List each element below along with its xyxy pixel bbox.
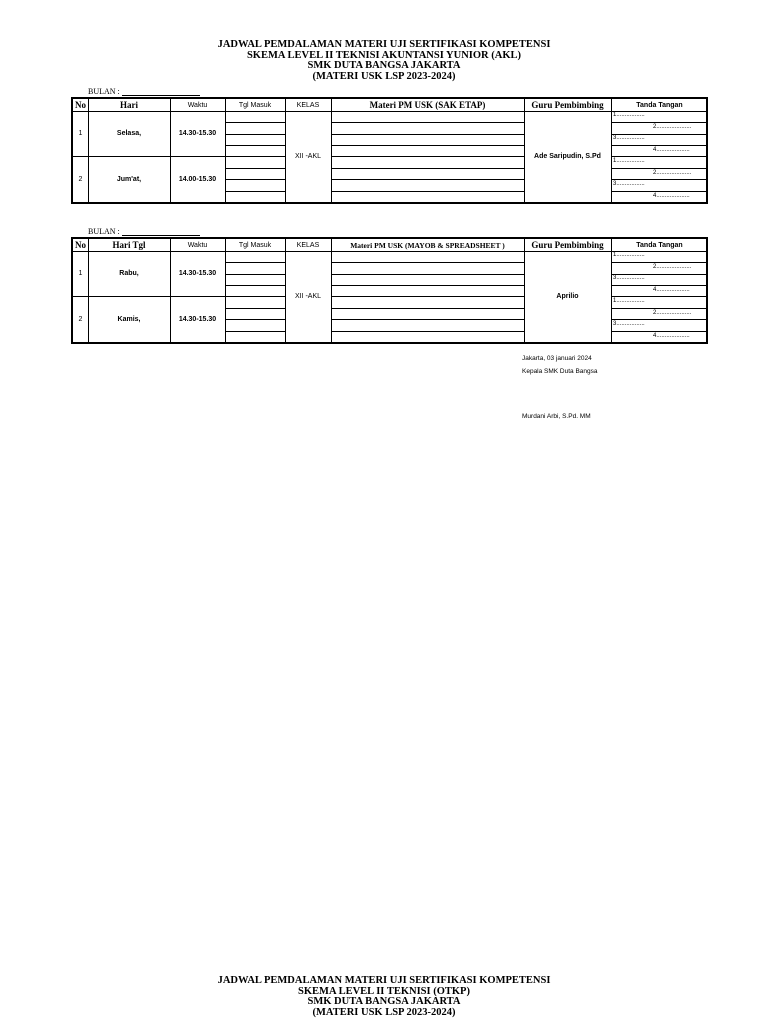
title-line: SKEMA LEVEL II TEKNISI (OTKP) [298, 985, 470, 997]
signature-line: 1................. [613, 112, 645, 118]
bulan-blank [122, 88, 200, 96]
signature-line: 2..................... [653, 170, 692, 176]
signature-line: 4.................... [653, 333, 690, 339]
header-no: No [75, 100, 86, 110]
kelas-value: XII -AKL [294, 293, 322, 300]
header-waktu: Waktu [187, 241, 208, 249]
guru-value: Ade Saripudin, S.Pd [534, 153, 601, 160]
bulan-blank [122, 228, 200, 236]
row-day: Rabu, [119, 270, 139, 277]
footer-place-date: Jakarta, 03 januari 2024 [522, 355, 592, 362]
row-time: 14.30-15.30 [178, 130, 217, 137]
header-kelas: KELAS [296, 101, 320, 109]
kelas-value: XII -AKL [294, 153, 322, 160]
guru-value: Aprilio [556, 293, 579, 300]
signature-line: 4.................... [653, 147, 690, 153]
document-title-top [0, 40, 768, 82]
row-no: 2 [78, 315, 83, 323]
row-day: Kamis, [117, 315, 141, 323]
header-tanda-tangan: Tanda Tangan [636, 101, 683, 109]
header-guru: Guru Pembimbing [531, 240, 604, 250]
bulan-label-2: BULAN : [88, 227, 200, 236]
signature-line: 3................. [613, 181, 645, 187]
row-no: 2 [78, 175, 83, 183]
schedule-table-1 [71, 97, 708, 204]
header-materi: Materi PM USK (MAYOB & SPREADSHEET ) [350, 240, 505, 250]
footer-name: Murdani Arbi, S.Pd. MM [522, 413, 591, 420]
title-line: JADWAL PEMDALAMAN MATERI UJI SERTIFIKASI KOMPETENSI [217, 39, 551, 50]
signature-line: 2..................... [653, 124, 692, 130]
title-line: JADWAL PEMDALAMAN MATERI UJI SERTIFIKASI KOMPETENSI [217, 975, 551, 986]
document-title-bottom [0, 976, 768, 1018]
signature-line: 3................. [613, 135, 645, 141]
signature-line: 1................. [613, 158, 645, 164]
row-time: 14.00-15.30 [178, 175, 217, 183]
header-tgl-masuk: Tgl Masuk [238, 241, 272, 249]
header-no: No [75, 240, 86, 250]
header-materi: Materi PM USK (SAK ETAP) [369, 100, 486, 110]
row-day: Jum'at, [116, 175, 142, 183]
row-time: 14.30-15.30 [178, 315, 217, 323]
signature-line: 2..................... [653, 264, 692, 270]
header-tgl-masuk: Tgl Masuk [238, 101, 272, 109]
header-kelas: KELAS [296, 241, 320, 249]
signature-line: 4.................... [653, 287, 690, 293]
title-line: (MATERI USK LSP 2023-2024) [312, 70, 456, 82]
signature-line: 2..................... [653, 310, 692, 316]
row-day: Selasa, [116, 130, 142, 137]
row-no: 1 [78, 130, 83, 137]
signature-line: 3................. [613, 321, 645, 327]
title-line: SMK DUTA BANGSA JAKARTA [307, 60, 461, 71]
signature-line: 4.................... [653, 193, 690, 199]
signature-line: 1................. [613, 252, 645, 258]
header-hari: Hari [120, 100, 138, 110]
header-guru: Guru Pembimbing [531, 100, 604, 110]
header-hari-tgl: Hari Tgl [112, 240, 146, 250]
title-line: (MATERI USK LSP 2023-2024) [312, 1006, 456, 1018]
title-line: SKEMA LEVEL II TEKNISI AKUNTANSI YUNIOR (AKL) [246, 49, 522, 61]
row-no: 1 [78, 270, 83, 277]
header-tanda-tangan: Tanda Tangan [636, 241, 683, 249]
title-line: SMK DUTA BANGSA JAKARTA [307, 996, 461, 1007]
header-waktu: Waktu [187, 101, 208, 109]
footer-position: Kepala SMK Duta Bangsa [522, 368, 598, 375]
schedule-table-2 [71, 237, 708, 344]
signature-line: 3................. [613, 275, 645, 281]
signature-line: 1................. [613, 298, 645, 304]
row-time: 14.30-15.30 [178, 270, 217, 277]
bulan-label-1: BULAN : [88, 87, 200, 96]
